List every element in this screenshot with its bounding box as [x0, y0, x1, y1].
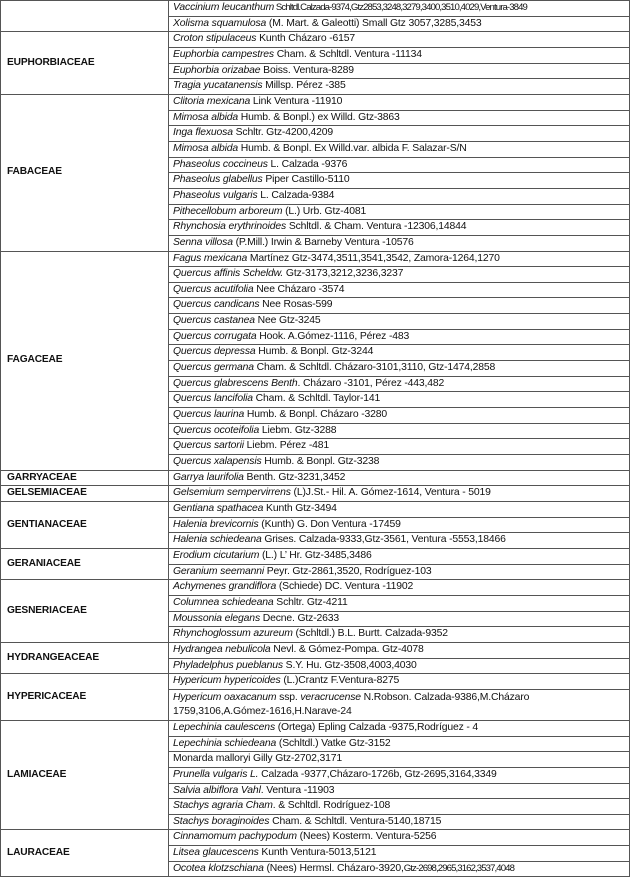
species-authority: ssp.: [276, 691, 301, 703]
family-cell: GENTIANACEAE: [1, 502, 169, 549]
species-authority: S.Y. Hu. Gtz-3508,4003,4030: [282, 659, 417, 671]
table-row: [1, 830, 630, 846]
species-cell: [169, 329, 630, 345]
species-name: Quercus affinis Scheldw.: [173, 268, 284, 280]
species-cell: [169, 627, 630, 643]
species-authority: Gtz-3173,3212,3236,3237: [283, 268, 404, 280]
species-cell: [169, 861, 630, 877]
species-name: Ocotea klotzschiana: [173, 862, 264, 874]
species-name: Mimosa albida: [173, 142, 239, 154]
species-cell: [169, 486, 630, 502]
species-cell: [169, 720, 630, 736]
species-name: Lepechinia schiedeana: [173, 737, 277, 749]
species-name: Quercus germana: [173, 362, 254, 374]
species-name: Quercus xalapensis: [173, 456, 262, 468]
table-row: [1, 720, 630, 736]
species-authority: Liebm. Pérez -481: [243, 440, 330, 452]
subspecies-name: veracrucense: [300, 691, 361, 703]
species-authority: . Ventura -11903: [260, 784, 335, 796]
species-cell: [169, 455, 630, 471]
species-name: Geranium seemanni: [173, 565, 265, 577]
species-authority: Cham. & Schltdl. Ventura-5140,18715: [269, 815, 442, 827]
species-authority: Martínez Gtz-3474,3511,3541,3542, Zamora-1264,1270: [247, 252, 500, 264]
species-authority: (L)J.St.- Hil. A. Gómez-1614, Ventura - 5019: [290, 487, 491, 499]
family-cell: LAMIACEAE: [1, 720, 169, 830]
species-name: Quercus ocoteifolia: [173, 424, 260, 436]
species-authority: (M. Mart. & Galeotti) Small Gtz 3057,3285,3453: [266, 17, 482, 29]
species-name: Quercus acutifolia: [173, 283, 254, 295]
species-authority: (Nees) Kosterm. Ventura-5256: [296, 831, 437, 843]
species-cell: [169, 767, 630, 783]
species-name: Gelsemium sempervirrens: [173, 487, 291, 499]
species-name: Fagus mexicana: [173, 252, 248, 264]
species-authority: Schltr. Gtz-4200,4209: [232, 127, 333, 139]
species-cell: [169, 517, 630, 533]
species-name: Phyladelphus pueblanus: [173, 659, 283, 671]
species-cell: [169, 220, 630, 236]
species-cell: [169, 204, 630, 220]
species-authority: . Cházaro -3101, Pérez -443,482: [297, 377, 445, 389]
species-name: Quercus sartorii: [173, 440, 244, 452]
species-name: Columnea schiedeana: [173, 596, 274, 608]
species-authority: Humb. & Bonpl. Cházaro -3280: [244, 409, 388, 421]
species-cell: [169, 439, 630, 455]
species-authority: Humb. & Bonpl. Gtz-3238: [261, 456, 380, 468]
species-authority: (P.Mill.) Irwin & Barneby Ventura -10576: [232, 236, 414, 248]
table-row: [1, 94, 630, 110]
species-authority: Hook. A.Gómez-1116, Pérez -483: [256, 330, 410, 342]
table-row: [1, 642, 630, 658]
species-name: Quercus depressa: [173, 346, 256, 358]
species-cell: [169, 79, 630, 95]
species-cell: [169, 376, 630, 392]
species-name: Euphorbia campestres: [173, 48, 274, 60]
species-name: Halenia schiedeana: [173, 534, 262, 546]
species-authority: (Schltdl.) Vatke Gtz-3152: [276, 737, 391, 749]
species-authority: (Schltdl.) B.L. Burtt. Calzada-9352: [292, 628, 448, 640]
family-cell: LAURACEAE: [1, 830, 169, 877]
species-name: Quercus laurina: [173, 409, 245, 421]
species-name: Quercus lancifolia: [173, 393, 253, 405]
species-name: Quercus glabrescens Benth: [173, 377, 298, 389]
table-row: [1, 486, 630, 502]
table-row: [1, 32, 630, 48]
species-cell: [169, 282, 630, 298]
species-cell: [169, 564, 630, 580]
species-cell: [169, 408, 630, 424]
species-authority: (L.) L’ Hr. Gtz-3485,3486: [259, 549, 372, 561]
species-cell: [169, 595, 630, 611]
species-cell: [169, 548, 630, 564]
species-cell: [169, 173, 630, 189]
species-name: Rhynchosia erythrinoides: [173, 221, 287, 233]
species-name: Phaseolus coccineus: [173, 158, 268, 170]
species-authority: Piper Castillo-5110: [262, 174, 350, 186]
species-cell: [169, 361, 630, 377]
species-name: Quercus candicans: [173, 299, 260, 311]
family-cell: GARRYACEAE: [1, 470, 169, 486]
table-row: [1, 502, 630, 518]
species-authority: Link Ventura -11910: [250, 95, 343, 107]
species-cell: [169, 267, 630, 283]
family-cell: HYDRANGEACEAE: [1, 642, 169, 673]
species-name: Pithecellobum arboreum: [173, 205, 283, 217]
species-name: Stachys boraginoides: [173, 815, 270, 827]
species-authority: Kunth Cházaro -6157: [256, 33, 356, 45]
species-authority: Nevl. & Gómez-Pompa. Gtz-4078: [270, 643, 424, 655]
species-authority: L. Calzada -9376: [267, 158, 348, 170]
species-authority: L. Calzada-9384: [257, 189, 335, 201]
species-cell: [169, 830, 630, 846]
species-cell: [169, 580, 630, 596]
species-cell: [169, 423, 630, 439]
subspecies-authority: N.Robson. Calzada-9386,M.Cházaro 1759,3106,A.Gómez-1616,H.Narave-24: [173, 691, 530, 717]
species-name: Hypericum hypericoides: [173, 675, 281, 687]
species-name: Senna villosa: [173, 236, 233, 248]
species-authority: Schltdl. & Cham. Ventura -12306,14844: [286, 221, 467, 233]
species-cell: [169, 846, 630, 862]
species-name: Inga flexuosa: [173, 127, 233, 139]
species-cell: [169, 736, 630, 752]
table-row: [1, 470, 630, 486]
species-cell: [169, 658, 630, 674]
species-authority: Decne. Gtz-2633: [259, 612, 340, 624]
species-authority: Nee Cházaro -3574: [253, 283, 345, 295]
table-row: [1, 1, 630, 17]
species-cell: [169, 642, 630, 658]
species-cell: [169, 689, 630, 720]
species-cell: [169, 16, 630, 32]
species-authority: Monarda malloryi Gilly Gtz-2702,3171: [173, 753, 343, 765]
family-cell: HYPERICACEAE: [1, 674, 169, 721]
species-name: Litsea glaucescens: [173, 847, 259, 859]
species-cell: [169, 783, 630, 799]
species-authority: Schltdl.Calzada-9374,Gtz2853,3248,3279,3400,3510,4029,Ventura-3849: [274, 2, 527, 13]
species-cell: [169, 157, 630, 173]
species-cell: [169, 392, 630, 408]
species-name: Prunella vulgaris L.: [173, 768, 259, 780]
species-cell: [169, 814, 630, 830]
species-name: Erodium cicutarium: [173, 549, 260, 561]
family-cell: FABACEAE: [1, 94, 169, 251]
species-authority: Calzada -9377,Cházaro-1726b, Gtz-2695,3164,3349: [258, 768, 497, 780]
species-authority: Nee Rosas-599: [259, 299, 333, 311]
family-cell: FAGACEAE: [1, 251, 169, 470]
species-authority: Benth. Gtz-3231,3452: [243, 471, 346, 483]
species-name: Clitoria mexicana: [173, 95, 251, 107]
family-cell: GESNERIACEAE: [1, 580, 169, 643]
species-name: Stachys agraria Cham: [173, 800, 273, 812]
species-cell: [169, 470, 630, 486]
species-name: Gentiana spathacea: [173, 503, 264, 514]
species-authority: . & Schltdl. Rodríguez-108: [272, 800, 391, 812]
species-cell: [169, 345, 630, 361]
species-name: Phaseolus vulgaris: [173, 189, 258, 201]
species-authority: (Nees) Hermsl. Cházaro-3920,: [263, 862, 404, 874]
species-authority: (Kunth) G. Don Ventura -17459: [258, 518, 401, 530]
species-cell: [169, 141, 630, 157]
species-name: Croton stipulaceus: [173, 33, 257, 45]
family-cell: GELSEMIACEAE: [1, 486, 169, 502]
species-name: Garrya laurifolia: [173, 471, 244, 483]
species-cell: [169, 32, 630, 48]
species-cell: [169, 63, 630, 79]
species-cell: [169, 799, 630, 815]
species-authority: Peyr. Gtz-2861,3520, Rodríguez-103: [264, 565, 432, 577]
species-name: Tragia yucatanensis: [173, 80, 263, 92]
species-cell: [169, 674, 630, 690]
table-row: [1, 674, 630, 690]
table-row: [1, 548, 630, 564]
species-cell: [169, 298, 630, 314]
species-name: Cinnamomum pachypodum: [173, 831, 297, 843]
species-cell: [169, 314, 630, 330]
species-authority: Nee Gtz-3245: [254, 315, 321, 327]
species-name: Salvia albiflora Vahl: [173, 784, 261, 796]
species-authority: Schltr. Gtz-4211: [273, 596, 348, 608]
species-authority: Boiss. Ventura-8289: [260, 64, 354, 76]
species-name: Moussonia elegans: [173, 612, 260, 624]
species-authority: (Schiede) DC. Ventura -11902: [276, 581, 414, 593]
family-cell: GERANIACEAE: [1, 548, 169, 579]
species-authority: Cham. & Schltdl. Taylor-141: [252, 393, 381, 405]
species-authority: (Ortega) Epling Calzada -9375,Rodríguez - 4: [274, 721, 479, 733]
species-name: Quercus castanea: [173, 315, 255, 327]
species-cell: [169, 235, 630, 251]
species-cell: [169, 1, 630, 17]
species-authority: (L.) Urb. Gtz-4081: [282, 205, 367, 217]
species-authority: Liebm. Gtz-3288: [259, 424, 337, 436]
species-cell: [169, 126, 630, 142]
species-name: Quercus corrugata: [173, 330, 257, 342]
species-authority: Cham. & Schltdl. Ventura -11134: [273, 48, 422, 60]
species-cell: [169, 188, 630, 204]
species-name: Halenia brevicornis: [173, 518, 259, 530]
table-row: [1, 251, 630, 267]
table-row: [1, 580, 630, 596]
family-cell: [1, 1, 169, 32]
species-cell: [169, 94, 630, 110]
species-authority: Cham. & Schltdl. Cházaro-3101,3110, Gtz-1474,2858: [253, 362, 496, 374]
species-cell: [169, 251, 630, 267]
species-authority: Humb. & Bonpl.) ex Willd. Gtz-3863: [238, 111, 400, 123]
species-cell: [169, 47, 630, 63]
species-cell: [169, 752, 630, 768]
species-name: Mimosa albida: [173, 111, 239, 123]
species-name: Achymenes grandiflora: [173, 581, 277, 593]
species-authority: Millsp. Pérez -385: [262, 80, 346, 92]
species-authority: Kunth Gtz-3494: [263, 503, 337, 514]
species-cell: [169, 502, 630, 518]
species-cell: [169, 611, 630, 627]
species-authority: (L.)Crantz F.Ventura-8275: [280, 675, 400, 687]
species-authority: Humb. & Bonpl. Ex Willd.var. albida F. Salazar-S/N: [238, 142, 467, 154]
species-authority: Humb. & Bonpl. Gtz-3244: [255, 346, 374, 358]
species-name: Rhynchoglossum azureum: [173, 628, 293, 640]
species-name: Xolisma squamulosa: [173, 17, 267, 29]
species-authority: Kunth Ventura-5013,5121: [258, 847, 377, 859]
species-name: Phaseolus glabellus: [173, 174, 263, 186]
family-cell: EUPHORBIACEAE: [1, 32, 169, 95]
species-name: Hypericum oaxacanum: [173, 691, 277, 703]
species-authority: Grises. Calzada-9333,Gtz-3561, Ventura -5553,18466: [261, 534, 506, 546]
species-name: Lepechinia caulescens: [173, 721, 275, 733]
species-cell: [169, 533, 630, 549]
species-cell: [169, 110, 630, 126]
collection-numbers: Gtz-2698,2965,3162,3537,4048: [403, 862, 515, 874]
species-name: Euphorbia orizabae: [173, 64, 261, 76]
species-name: Hydrangea nebulicola: [173, 643, 271, 655]
species-name: Vaccinium leucanthum: [173, 2, 275, 13]
